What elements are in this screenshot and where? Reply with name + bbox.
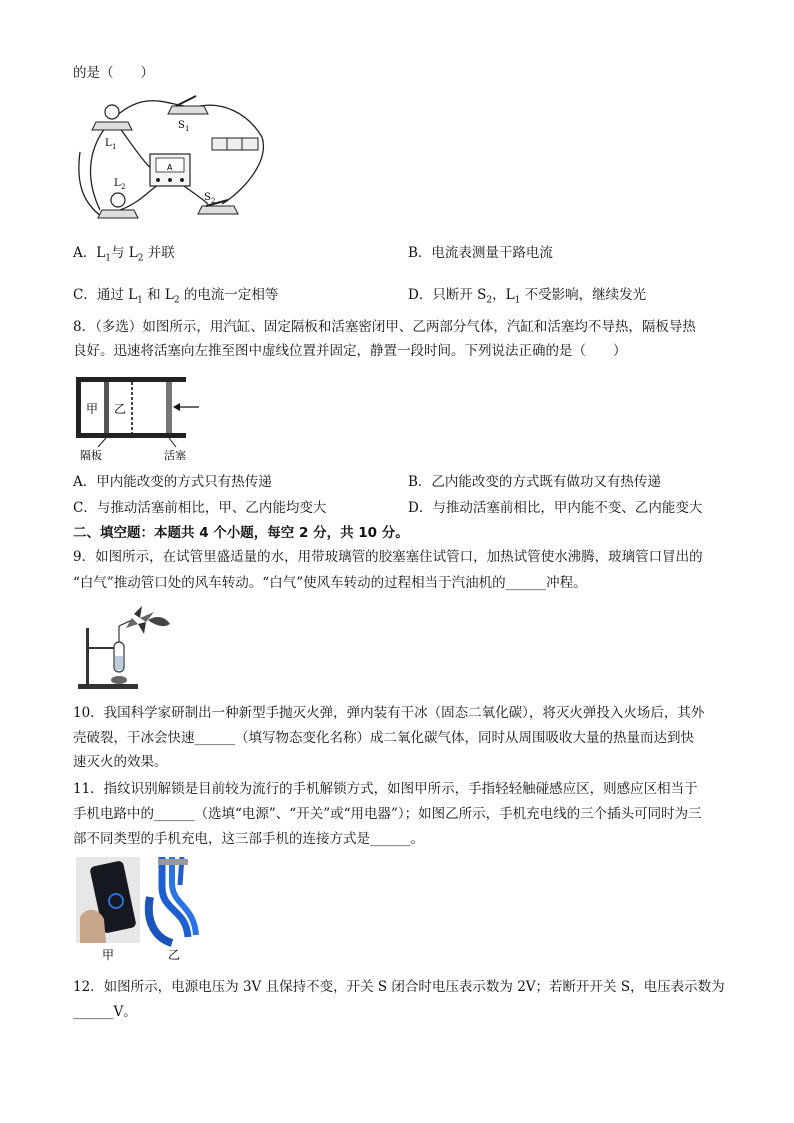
l1-sub: 1 <box>112 143 117 151</box>
q8-line2: 良好。迅速将活塞向左推至图中虚线位置并固定，静置一段时间。下列说法正确的是（ ） <box>73 343 627 359</box>
piston-label: 活塞 <box>164 449 186 462</box>
q8-option-d: D．与推动活塞前相比，甲内能不变、乙内能变大 <box>408 500 703 516</box>
s1-label: S <box>178 120 185 131</box>
l2-label: L <box>114 178 121 189</box>
q8-option-c: C．与推动活塞前相比，甲、乙内能均变大 <box>73 500 327 516</box>
ammeter-label: A <box>167 163 173 172</box>
section-heading: 二、填空题：本题共 4 个小题，每空 2 分，共 10 分。 <box>73 525 409 541</box>
l2-sub: 2 <box>121 183 126 191</box>
q11-yi-label: 乙 <box>168 948 181 962</box>
q10-line1: 10．我国科学家研制出一种新型手抛灭火弹，弹内装有干冰（固态二氧化碳），将灭火弹投入火场后，其外 <box>73 705 705 721</box>
partition-label: 隔板 <box>80 449 102 462</box>
q12-line2: ______V。 <box>73 1004 137 1020</box>
q11-jia-label: 甲 <box>102 948 115 962</box>
q11-line2: 手机电路中的______（选填“电源”、“开关”或“用电器”）；如图乙所示，手机充电线的三个插头可同时为三 <box>73 806 702 822</box>
jia-label: 甲 <box>86 402 99 416</box>
q9-line1: 9．如图所示，在试管里盛适量的水，用带玻璃管的胶塞塞住试管口，加热试管使水沸腾，玻璃管口冒出的 <box>73 549 703 565</box>
s2-sub: 2 <box>211 197 216 205</box>
q9-line2: “白气”推动管口处的风车转动。“白气”使风车转动的过程相当于汽油机的______冲程。 <box>73 575 587 591</box>
q11-phone-figure <box>76 857 206 962</box>
q8-option-b: B．乙内能改变的方式既有做功又有热传递 <box>408 474 661 490</box>
q12-line1: 12．如图所示，电源电压为 3V 且保持不变，开关 S 闭合时电压表示数为 2V；若断开开关 S，电压表示数为 <box>73 979 725 995</box>
q7-stem-tail: 的是（ ） <box>73 65 154 81</box>
q8-option-a: A．甲内能改变的方式只有热传递 <box>73 474 272 490</box>
q8-cylinder-figure <box>74 373 214 463</box>
q7-option-c: C．通过 $L_1$ 和 $L_2$ 的电流一定相等 <box>73 287 279 306</box>
q10-line2: 壳破裂，干冰会快速______（填写物态变化名称）成二氧化碳气体，同时从周围吸收大量的热量而达到快 <box>73 730 694 746</box>
s2-label: S <box>204 192 211 203</box>
l1-label: L <box>105 138 112 149</box>
s1-sub: 1 <box>185 125 190 133</box>
q7-option-d: D．只断开 $S_2$，$L_1$ 不受影响，继续发光 <box>408 287 647 306</box>
q11-line1: 11．指纹识别解锁是目前较为流行的手机解锁方式，如图甲所示，手指轻轻触碰感应区，则感应区相当于 <box>73 781 698 797</box>
q10-line3: 速灭火的效果。 <box>73 754 168 770</box>
q9-apparatus-figure <box>74 604 178 692</box>
q7-option-b: B．电流表测量干路电流 <box>408 245 553 261</box>
yi-label: 乙 <box>114 402 127 416</box>
q8-line1: 8．（多选）如图所示，用汽缸、固定隔板和活塞密闭甲、乙两部分气体，汽缸和活塞均不导热，隔板导热 <box>73 319 696 335</box>
q7-option-a: A．$L_1$与 $L_2$ 并联 <box>73 245 175 264</box>
q7-circuit-figure <box>72 92 272 224</box>
q11-line3: 部不同类型的手机充电，这三部手机的连接方式是______。 <box>73 831 424 847</box>
